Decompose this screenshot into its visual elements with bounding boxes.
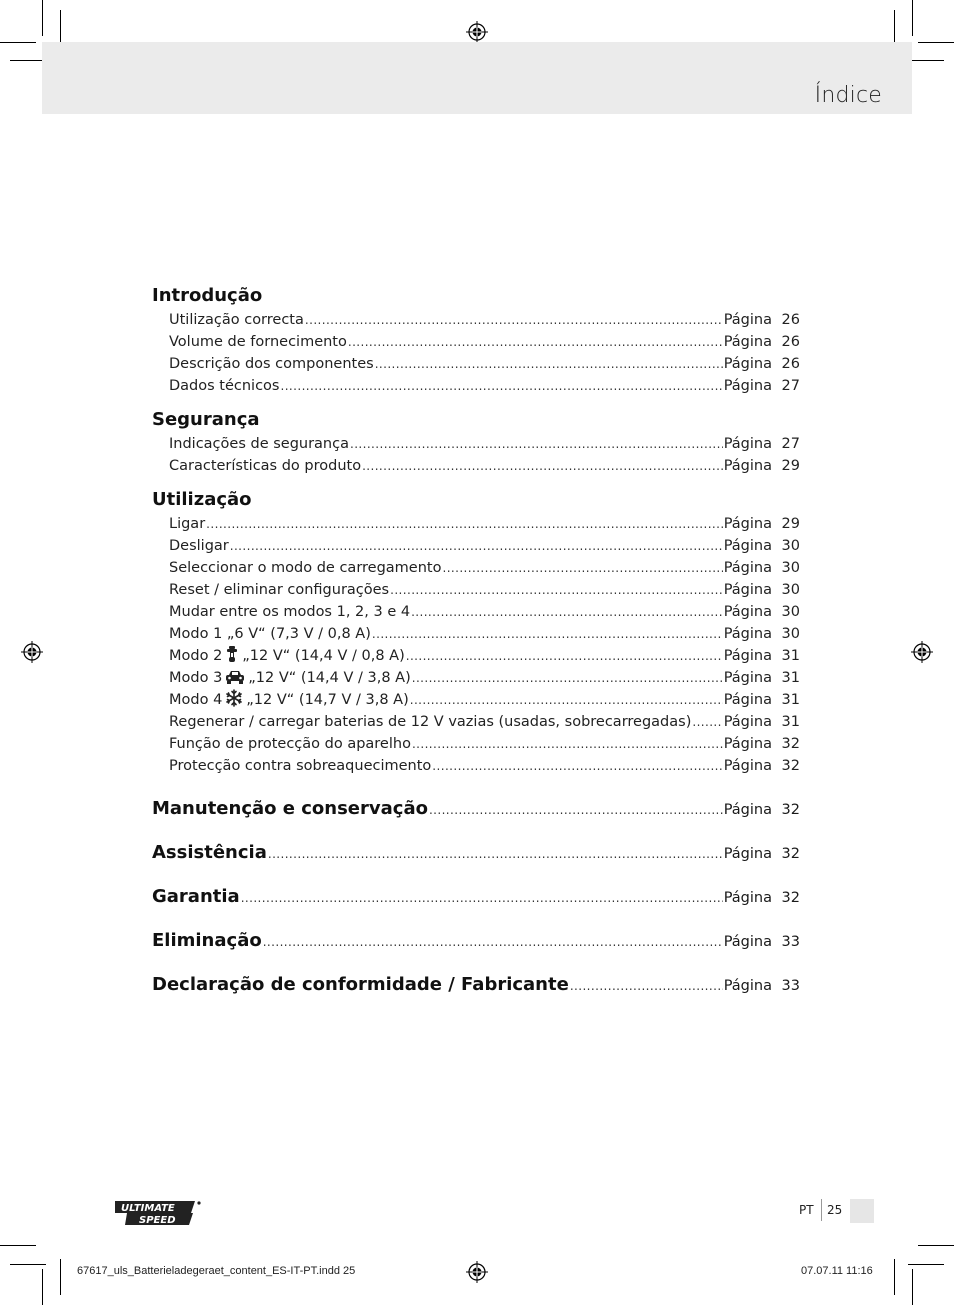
snowflake-icon xyxy=(225,689,243,707)
page-word: Página xyxy=(723,582,772,598)
section-title: Utilização xyxy=(152,489,252,510)
footer-page-number: 25 xyxy=(827,1203,843,1217)
entry-suffix: „12 V“ (14,7 V / 3,8 A) xyxy=(246,692,409,708)
leader-dots xyxy=(241,876,723,920)
page-word: Página xyxy=(723,560,772,576)
page-number: 31 xyxy=(781,648,800,664)
leader-dots xyxy=(362,455,723,477)
footer-divider xyxy=(821,1199,822,1221)
entry-label: Indicações de segurança xyxy=(169,436,349,452)
leader-dots xyxy=(281,375,723,397)
leader-dots xyxy=(350,433,723,455)
leader-dots xyxy=(406,645,723,667)
logo-text: ULTIMATE xyxy=(121,1203,175,1214)
page-word: Página xyxy=(723,334,772,350)
toc-entry[interactable] xyxy=(169,455,800,477)
page-word: Página xyxy=(723,736,772,752)
toc-entry[interactable] xyxy=(169,433,800,455)
registration-mark-icon xyxy=(466,1261,488,1283)
leader-dots xyxy=(372,623,723,645)
registration-mark-icon xyxy=(911,641,933,663)
leader-dots xyxy=(410,689,723,711)
entry-label: Volume de fornecimento xyxy=(169,334,347,350)
car-icon xyxy=(225,669,245,685)
section-title: Introdução xyxy=(152,285,263,306)
page-word: Página xyxy=(723,934,772,950)
page-word: Página xyxy=(723,846,772,862)
crop-mark xyxy=(894,10,895,46)
leader-dots xyxy=(268,832,723,876)
page-number: 32 xyxy=(781,802,800,818)
entry-suffix: „12 V“ (14,4 V / 3,8 A) xyxy=(248,670,411,686)
page-number: 31 xyxy=(781,670,800,686)
entry-label: Seleccionar o modo de carregamento xyxy=(169,560,442,576)
crop-mark xyxy=(918,1245,954,1246)
entry-label xyxy=(169,689,409,711)
page-word: Página xyxy=(723,670,772,686)
toc-entry[interactable] xyxy=(169,645,800,667)
crop-mark xyxy=(60,1259,61,1295)
page-title: Índice xyxy=(814,83,882,108)
page-number: 33 xyxy=(781,978,800,994)
toc-major-entry[interactable] xyxy=(152,831,800,875)
toc-entry[interactable] xyxy=(169,331,800,353)
toc-entry[interactable] xyxy=(169,513,800,535)
header-band xyxy=(42,42,912,114)
entry-label xyxy=(169,667,411,689)
page-word: Página xyxy=(723,436,772,452)
page-word: Página xyxy=(723,458,772,474)
entry-prefix: Modo 2 xyxy=(169,648,223,664)
page-word: Página xyxy=(723,714,772,730)
leader-dots xyxy=(442,557,722,579)
toc-entry[interactable] xyxy=(169,375,800,397)
page-word: Página xyxy=(723,538,772,554)
toc-entry[interactable] xyxy=(169,667,800,689)
chapter-title: Declaração de conformidade / Fabricante xyxy=(152,974,569,995)
page-number: 32 xyxy=(781,736,800,752)
leader-dots xyxy=(230,535,723,557)
leader-dots xyxy=(432,755,722,777)
entry-label: Mudar entre os modos 1, 2, 3 e 4 xyxy=(169,604,411,620)
page-number: 27 xyxy=(781,436,800,452)
entry-suffix: „12 V“ (14,4 V / 0,8 A) xyxy=(242,648,405,664)
page-number: 26 xyxy=(781,334,800,350)
crop-mark xyxy=(908,1264,944,1265)
toc-entry[interactable] xyxy=(169,557,800,579)
footer-tab-box xyxy=(850,1199,874,1223)
leader-dots xyxy=(305,309,723,331)
page-number: 33 xyxy=(781,934,800,950)
registration-mark-icon xyxy=(21,641,43,663)
page-word: Página xyxy=(723,758,772,774)
toc-entry[interactable] xyxy=(169,623,800,645)
entry-label: Protecção contra sobreaquecimento xyxy=(169,758,432,774)
crop-mark xyxy=(10,60,46,61)
toc-major-entry[interactable] xyxy=(152,787,800,831)
toc-section xyxy=(152,487,800,777)
toc-entry[interactable] xyxy=(169,353,800,375)
page-number: 30 xyxy=(781,538,800,554)
slug-filename: 67617_uls_Batterieladegeraet_content_ES-IT-PT.indd 25 xyxy=(77,1265,356,1277)
leader-dots xyxy=(390,579,723,601)
leader-dots xyxy=(429,788,723,832)
page-number: 27 xyxy=(781,378,800,394)
toc-entry[interactable] xyxy=(169,733,800,755)
entry-prefix: Modo 4 xyxy=(169,692,223,708)
slug-timestamp: 07.07.11 11:16 xyxy=(801,1265,873,1277)
entry-prefix: Modo 3 xyxy=(169,670,223,686)
crop-mark xyxy=(912,0,913,36)
leader-dots xyxy=(411,601,723,623)
page-number: 30 xyxy=(781,560,800,576)
toc-entry[interactable] xyxy=(169,601,800,623)
page-word: Página xyxy=(723,312,772,328)
entry-label: Ligar xyxy=(169,516,206,532)
crop-mark xyxy=(908,60,944,61)
entry-label: Modo 1 „6 V“ (7,3 V / 0,8 A) xyxy=(169,626,371,642)
chapter-title: Manutenção e conservação xyxy=(152,798,428,819)
crop-mark xyxy=(0,42,36,43)
toc-major-entry[interactable] xyxy=(152,875,800,919)
leader-dots xyxy=(263,920,723,964)
toc-section xyxy=(152,283,800,397)
entry-label: Características do produto xyxy=(169,458,362,474)
page-number: 31 xyxy=(781,692,800,708)
page-number: 29 xyxy=(781,458,800,474)
entry-label xyxy=(169,645,405,667)
page-number: 32 xyxy=(781,890,800,906)
toc-major-entry[interactable] xyxy=(152,919,800,963)
page-number: 31 xyxy=(781,714,800,730)
entry-label: Reset / eliminar configurações xyxy=(169,582,390,598)
leader-dots xyxy=(206,513,723,535)
page-number: 32 xyxy=(781,758,800,774)
leader-dots xyxy=(375,353,723,375)
page-number: 32 xyxy=(781,846,800,862)
page-number: 29 xyxy=(781,516,800,532)
chapter-title: Assistência xyxy=(152,842,267,863)
page-word: Página xyxy=(723,978,772,994)
section-title: Segurança xyxy=(152,409,260,430)
logo-text: SPEED xyxy=(139,1215,176,1226)
toc-section xyxy=(152,407,800,477)
entry-label: Regenerar / carregar baterias de 12 V vazias (usadas, sobrecarregadas) xyxy=(169,714,692,730)
entry-label: Utilização correcta xyxy=(169,312,304,328)
leader-dots xyxy=(348,331,723,353)
page-word: Página xyxy=(723,648,772,664)
leader-dots xyxy=(570,964,723,1008)
crop-mark xyxy=(894,1259,895,1295)
toc-entry[interactable] xyxy=(169,579,800,601)
table-of-contents xyxy=(152,283,800,1007)
crop-mark xyxy=(42,0,43,36)
page-word: Página xyxy=(723,692,772,708)
page-word: Página xyxy=(723,378,772,394)
toc-entry[interactable] xyxy=(169,535,800,557)
page-word: Página xyxy=(723,890,772,906)
entry-label: Dados técnicos xyxy=(169,378,280,394)
crop-mark xyxy=(60,10,61,46)
toc-entry[interactable] xyxy=(169,755,800,777)
registration-mark-icon xyxy=(466,21,488,43)
page-word: Página xyxy=(723,802,772,818)
page-number: 26 xyxy=(781,356,800,372)
crop-mark xyxy=(912,1269,913,1305)
leader-dots xyxy=(412,667,723,689)
entry-label: Descrição dos componentes xyxy=(169,356,374,372)
page-word: Página xyxy=(723,516,772,532)
chapter-title: Garantia xyxy=(152,886,240,907)
page-word: Página xyxy=(723,604,772,620)
toc-entry[interactable] xyxy=(169,309,800,331)
page-number: 30 xyxy=(781,582,800,598)
ultimate-speed-logo xyxy=(113,1199,203,1227)
page-number: 26 xyxy=(781,312,800,328)
crop-mark xyxy=(0,1245,36,1246)
crop-mark xyxy=(10,1264,46,1265)
motorcycle-icon xyxy=(225,645,239,663)
page-word: Página xyxy=(723,356,772,372)
footer-language: PT xyxy=(799,1203,814,1217)
entry-label: Função de protecção do aparelho xyxy=(169,736,411,752)
page-number: 30 xyxy=(781,626,800,642)
crop-mark xyxy=(42,1269,43,1305)
toc-entry[interactable] xyxy=(169,711,800,733)
leader-dots xyxy=(412,733,723,755)
page-number: 30 xyxy=(781,604,800,620)
page-word: Página xyxy=(723,626,772,642)
leader-dots xyxy=(692,711,722,733)
entry-label: Desligar xyxy=(169,538,229,554)
toc-major-entry[interactable] xyxy=(152,963,800,1007)
chapter-title: Eliminação xyxy=(152,930,262,951)
crop-mark xyxy=(918,42,954,43)
toc-entry[interactable] xyxy=(169,689,800,711)
